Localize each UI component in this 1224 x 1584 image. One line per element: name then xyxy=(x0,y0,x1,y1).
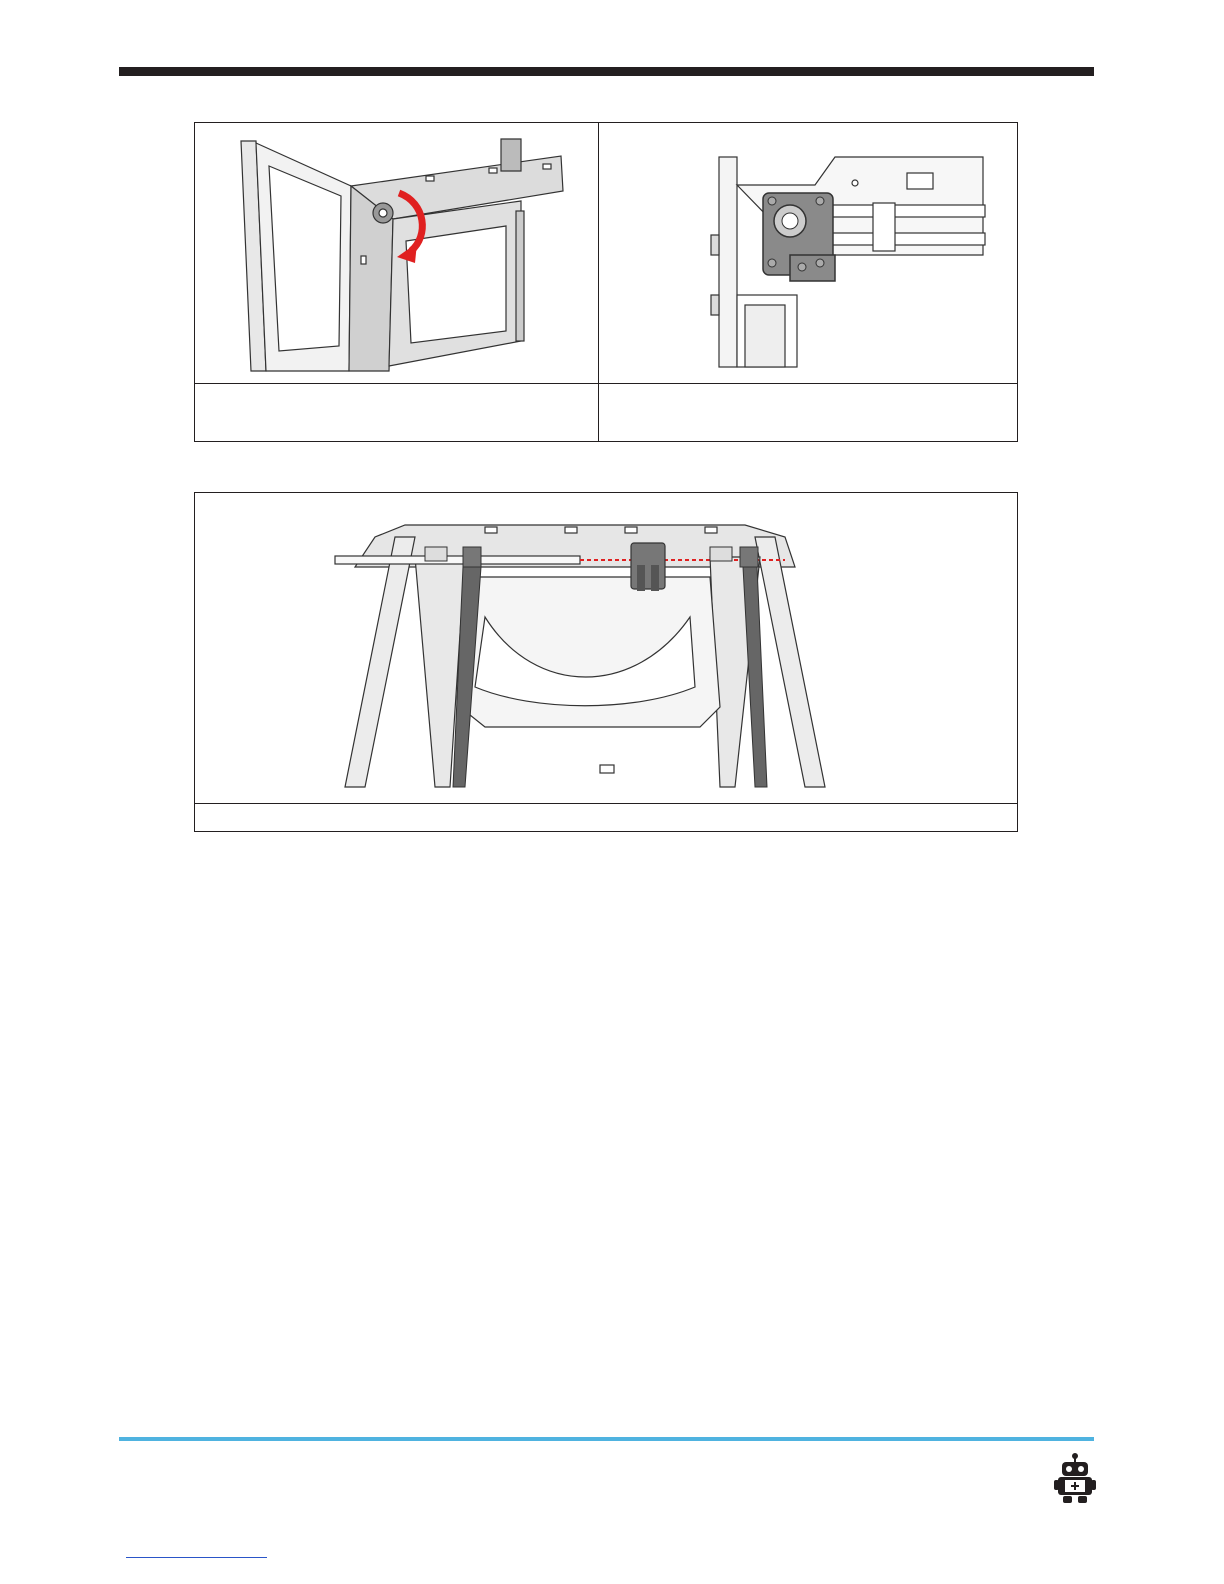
frame-rotation-illustration xyxy=(221,131,581,376)
robot-mascot-icon xyxy=(1054,1452,1096,1504)
frame-rod-illustration xyxy=(335,517,835,787)
panel-divider-vertical xyxy=(598,123,599,441)
footer-rule xyxy=(119,1437,1094,1441)
header-rule xyxy=(119,67,1094,76)
caption-row-divider xyxy=(195,383,1017,384)
footer-link-underline[interactable] xyxy=(126,1557,267,1558)
figure-panel-bottom xyxy=(194,492,1018,832)
caption-row-divider xyxy=(195,803,1017,804)
pulley-block-illustration xyxy=(705,155,995,370)
figure-panel-top xyxy=(194,122,1018,442)
